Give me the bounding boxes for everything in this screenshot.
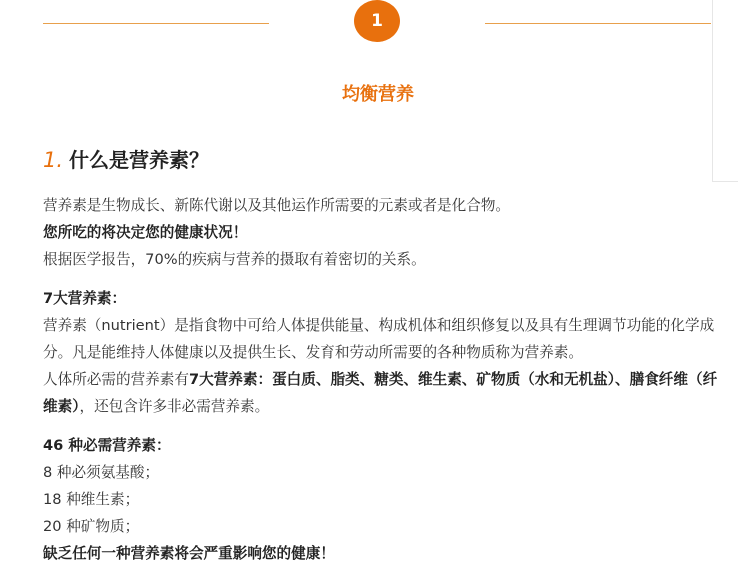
section-number-badge: 1	[354, 0, 400, 42]
content-frame-border-cap	[712, 181, 738, 182]
health-warning: 缺乏任何一种营养素将会严重影响您的健康！	[43, 545, 335, 562]
seven-nutrients-prefix: 人体所必需的营养素有	[43, 371, 189, 388]
heading-number: 1.	[43, 148, 64, 172]
article-heading	[43, 144, 209, 173]
essential-item: 20 种矿物质；	[43, 518, 140, 535]
intro-statistic: 根据医学报告，70%的疾病与营养的摄取有着密切的关系。	[43, 251, 426, 268]
seven-nutrients-list	[43, 366, 723, 420]
essential-item: 18 种维生素；	[43, 491, 140, 508]
section-divider-left	[43, 23, 269, 24]
section-divider-right	[485, 23, 711, 24]
heading-text: 什么是营养素？	[69, 148, 210, 172]
essential-item: 8 种必须氨基酸；	[43, 464, 160, 481]
seven-nutrients-title: 7大营养素：	[43, 290, 127, 307]
intro-emphasis: 您所吃的将决定您的健康状况！	[43, 224, 248, 241]
seven-nutrients-suffix: ，还包含许多非必需营养素。	[79, 398, 270, 415]
section-title: 均衡营养	[342, 84, 414, 105]
seven-nutrients-names: 7大营养素：蛋白质、脂类、糖类、维生素、矿物质（水和无机盐）、膳食纤维（纤维素）	[43, 371, 718, 415]
essential-nutrients-title: 46 种必需营养素：	[43, 437, 171, 454]
intro-paragraph: 营养素是生物成长、新陈代谢以及其他运作所需要的元素或者是化合物。	[43, 197, 511, 214]
seven-nutrients-definition: 营养素（nutrient）是指食物中可给人体提供能量、构成机体和组织修复以及具有生理调节功能的化学成分。凡是能维持人体健康以及提供生长、发育和劳动所需要的各种物质称为营养素。	[43, 317, 715, 361]
article-body	[43, 192, 723, 567]
